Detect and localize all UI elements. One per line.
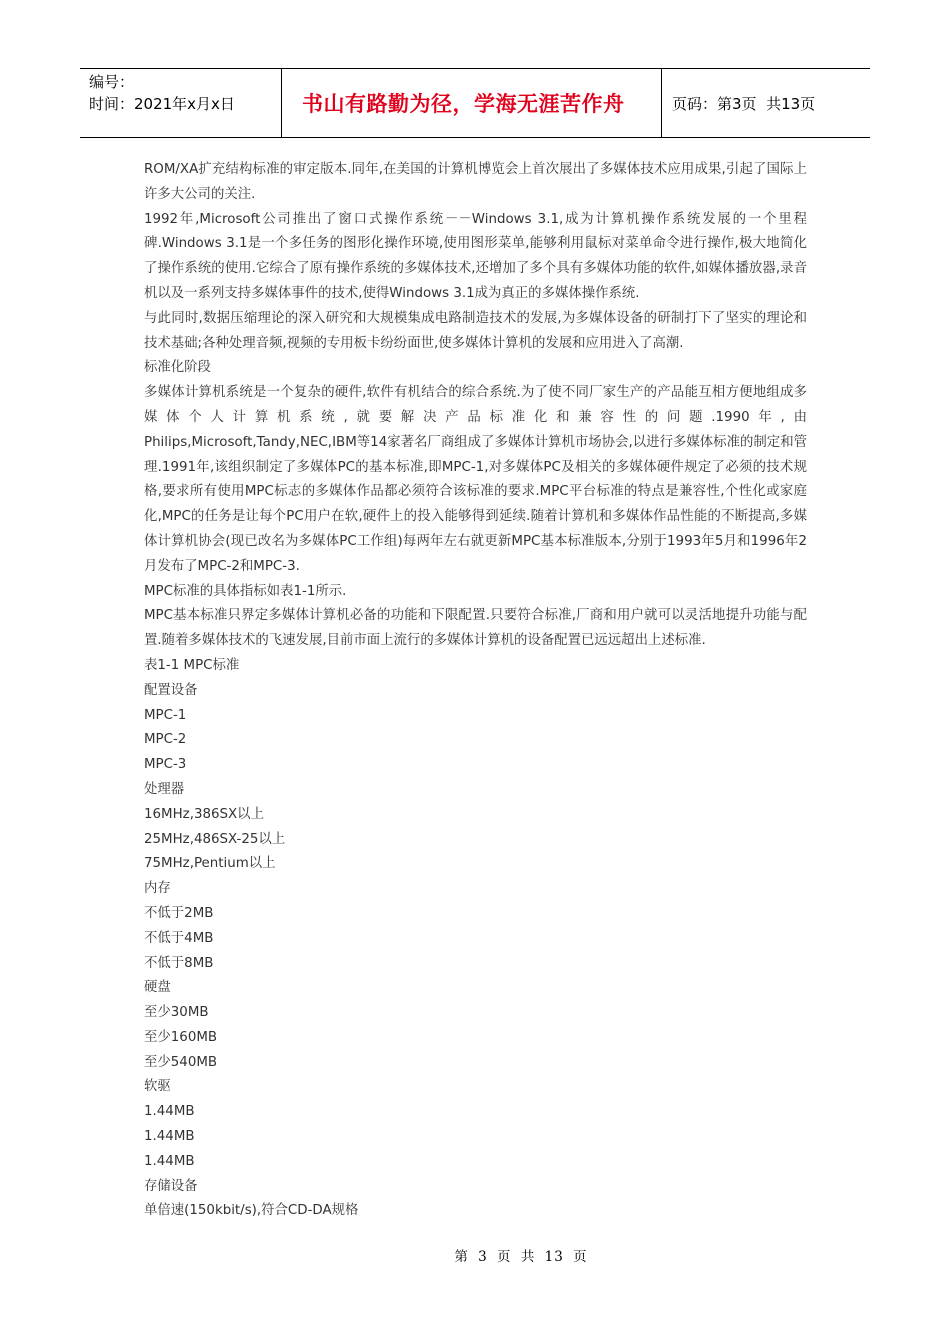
table-line: 1.44MB [144, 1104, 195, 1120]
header-page-cell [662, 69, 870, 137]
table-caption: 表1-1 MPC标准 [144, 657, 240, 673]
section-heading: 标准化阶段 [144, 360, 211, 376]
table-line: 至少540MB [144, 1054, 218, 1070]
table-line: 不低于2MB [144, 905, 214, 921]
table-line: 内存 [144, 881, 171, 897]
table-line: MPC-3 [144, 757, 187, 773]
table-line: 1.44MB [144, 1153, 195, 1169]
paragraph: 1992年,Microsoft公司推出了窗口式操作系统－－Windows 3.1,成为计算机操作系统发展的一个里程碑.Windows 3.1是一个多任务的图形化操作环境,使用图形菜单,能够利用鼠标对菜单命令进行操作,极大地简化了操作系统的使用.它综合了原有操作系统的多媒体技术,还增加了多个具有多媒体功能的软件,如媒体播放器,录音机以及一系列支持多媒体事件的技术,使得Windows 3.1成为真正的多媒体操作系统. [144, 211, 807, 301]
paragraph: MPC标准的具体指标如表1-1所示. [144, 583, 347, 599]
date-line: 时间：2021年x月x日 [89, 95, 235, 113]
table-line: MPC-2 [144, 732, 187, 748]
table-line: 存储设备 [144, 1178, 198, 1194]
page-header [80, 68, 870, 138]
table-line: 不低于8MB [144, 955, 214, 971]
header-meta-cell [80, 69, 282, 137]
page-footer [0, 1245, 950, 1265]
page-info: 页码：第3页 共13页 [672, 94, 816, 113]
motto-text: 书山有路勤为径，学海无涯苦作舟 [302, 91, 625, 116]
table-line: 至少30MB [144, 1005, 209, 1021]
footer-page-number: 第 3 页 共 13 页 [454, 1249, 588, 1265]
table-line: 单倍速(150kbit/s),符合CD-DA规格 [144, 1203, 359, 1219]
table-line: 1.44MB [144, 1129, 195, 1145]
table-line: 至少160MB [144, 1029, 218, 1045]
table-line: 配置设备 [144, 682, 198, 698]
paragraph: 多媒体计算机系统是一个复杂的硬件,软件有机结合的综合系统.为了使不同厂家生产的产品能互相方便地组成多媒体个人计算机系统,就要解决产品标准化和兼容性的问题.1990年,由 [144, 385, 807, 425]
document-body [144, 158, 807, 1224]
table-line: 16MHz,386SX以上 [144, 806, 264, 822]
paragraph: ROM/XA扩充结构标准的审定版本.同年,在美国的计算机博览会上首次展出了多媒体技术应用成果,引起了国际上许多大公司的关注. [144, 162, 807, 202]
header-motto-cell [282, 69, 662, 137]
table-line: 硬盘 [144, 980, 171, 996]
table-line: 25MHz,486SX-25以上 [144, 831, 286, 847]
table-line: 75MHz,Pentium以上 [144, 856, 276, 872]
table-line: 软驱 [144, 1079, 171, 1095]
table-line: MPC-1 [144, 707, 187, 723]
paragraph: 与此同时,数据压缩理论的深入研究和大规模集成电路制造技术的发展,为多媒体设备的研制打下了坚实的理论和技术基础;各种处理音频,视频的专用板卡纷纷面世,使多媒体计算机的发展和应用进入了高潮. [144, 310, 807, 351]
table-line: 不低于4MB [144, 930, 214, 946]
number-label: 编号： [89, 73, 135, 91]
paragraph: Philips,Microsoft,Tandy,NEC,IBM等14家著名厂商组成了多媒体计算机市场协会,以进行多媒体标准的制定和管理.1991年,该组织制定了多媒体PC的基本标准,即MPC-1,对多媒体PC及相关的多媒体硬件规定了必须的技术规格,要求所有使用MPC标志的多媒体作品都必须符合该标准的要求.MPC平台标准的特点是兼容性,个性化或家庭化,MPC的任务是让每个PC用户在软,硬件上的投入能够得到延续.随着计算机和多媒体作品性能的不断提高,多媒体计算机协会(现已改名为多媒体PC工作组)每两年左右就更新MPC基本标准版本,分别于1993年5月和1996年2月发布了MPC-2和MPC-3. [144, 434, 807, 574]
table-line: 处理器 [144, 781, 185, 797]
paragraph: MPC基本标准只界定多媒体计算机必备的功能和下限配置.只要符合标准,厂商和用户就可以灵活地提升功能与配置.随着多媒体技术的飞速发展,目前市面上流行的多媒体计算机的设备配置已远远超出上述标准. [144, 608, 807, 649]
